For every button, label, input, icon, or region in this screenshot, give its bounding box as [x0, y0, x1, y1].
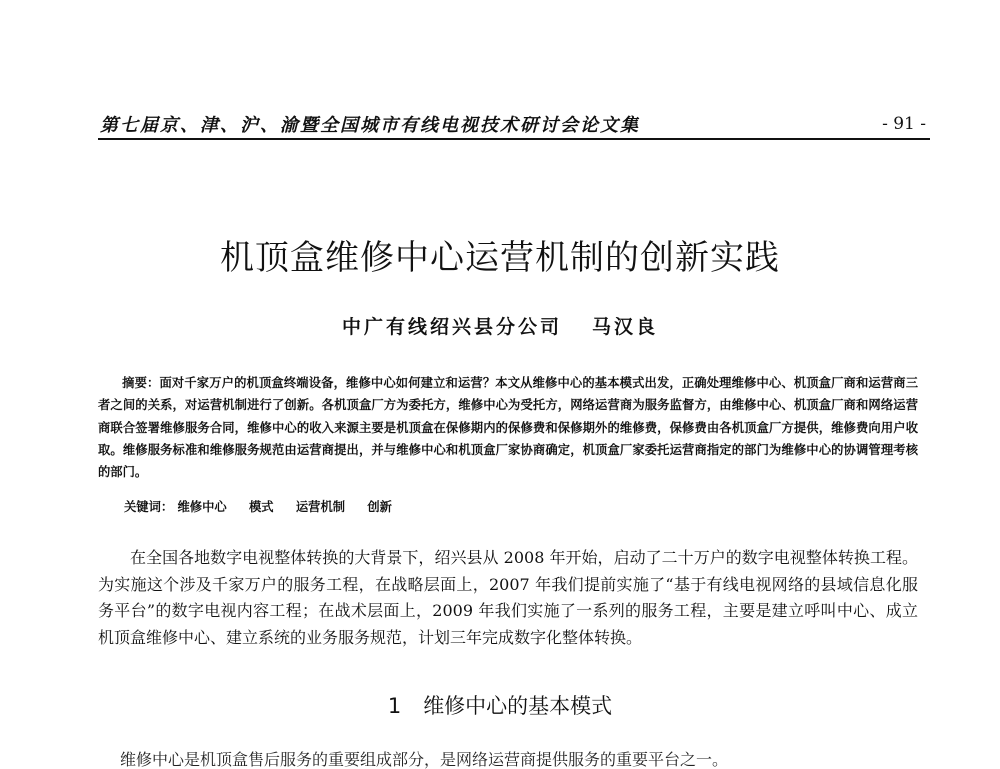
running-title: 第七届京、津、沪、渝暨全国城市有线电视技术研讨会论文集 — [100, 115, 640, 136]
author-line — [0, 312, 1000, 339]
intro-paragraph — [98, 545, 918, 651]
keywords — [124, 497, 410, 515]
abstract-text: 摘要：面对千家万户的机顶盒终端设备，维修中心如何建立和运营？本文从维修中心的基本模式出发，正确处理维修中心、机顶盒厂商和运营商三者之间的关系，对运营机制进行了创新。各机顶盒厂方为委托方，维修中心为受托方，网络运营商为服务监督方，由维修中心、机顶盒厂商和网络运营商联合签署维修服务合同，维修中心的收入来源主要是机顶盒在保修期内的保修费和保修期外的维修费，保修费由各机顶盒厂方提供，维修费向用户收取。维修服务标准和维修服务规范由运营商提出，并与维修中心和机顶盒厂家协商确定，机顶盒厂家委托运营商指定的部门为维修中心的协调管理考核的部门。 — [98, 376, 918, 480]
section-number: 1 — [387, 694, 402, 718]
next-line-fragment: 维修中心是机顶盒售后服务的重要组成部分，是网络运营商提供服务的重要平台之一。 — [120, 750, 729, 769]
section-heading — [0, 690, 1000, 720]
section-title: 维修中心的基本模式 — [423, 694, 613, 718]
abstract — [98, 372, 918, 483]
keyword: 模式 — [248, 500, 274, 514]
intro-text: 在全国各地数字电视整体转换的大背景下，绍兴县从 2008 年开始，启动了二十万户的数字电视整体转换工程。为实施这个涉及千家万户的服务工程，在战略层面上，2007 年我们提前实施了“基于有线电视网络的县域信息化服务平台”的数字电视内容工程；在战术层面上，2009 年我们实施了一系列的服务工程，主要是建立呼叫中心、成立机顶盒维修中心、建立系统的业务服务规范，计划三年完成数字化整体转换。 — [98, 548, 918, 647]
cut-off-text-line — [120, 750, 910, 769]
author-name: 马汉良 — [592, 316, 659, 338]
keywords-label: 关键词： — [124, 500, 174, 514]
keyword: 运营机制 — [295, 500, 346, 514]
running-header — [98, 108, 930, 140]
keyword: 创新 — [367, 500, 392, 514]
affiliation: 中广有线绍兴县分公司 — [341, 316, 562, 338]
keyword: 维修中心 — [177, 500, 227, 514]
page-number: - 91 - — [882, 114, 926, 134]
paper-title: 机顶盒维修中心运营机制的创新实践 — [220, 238, 780, 278]
